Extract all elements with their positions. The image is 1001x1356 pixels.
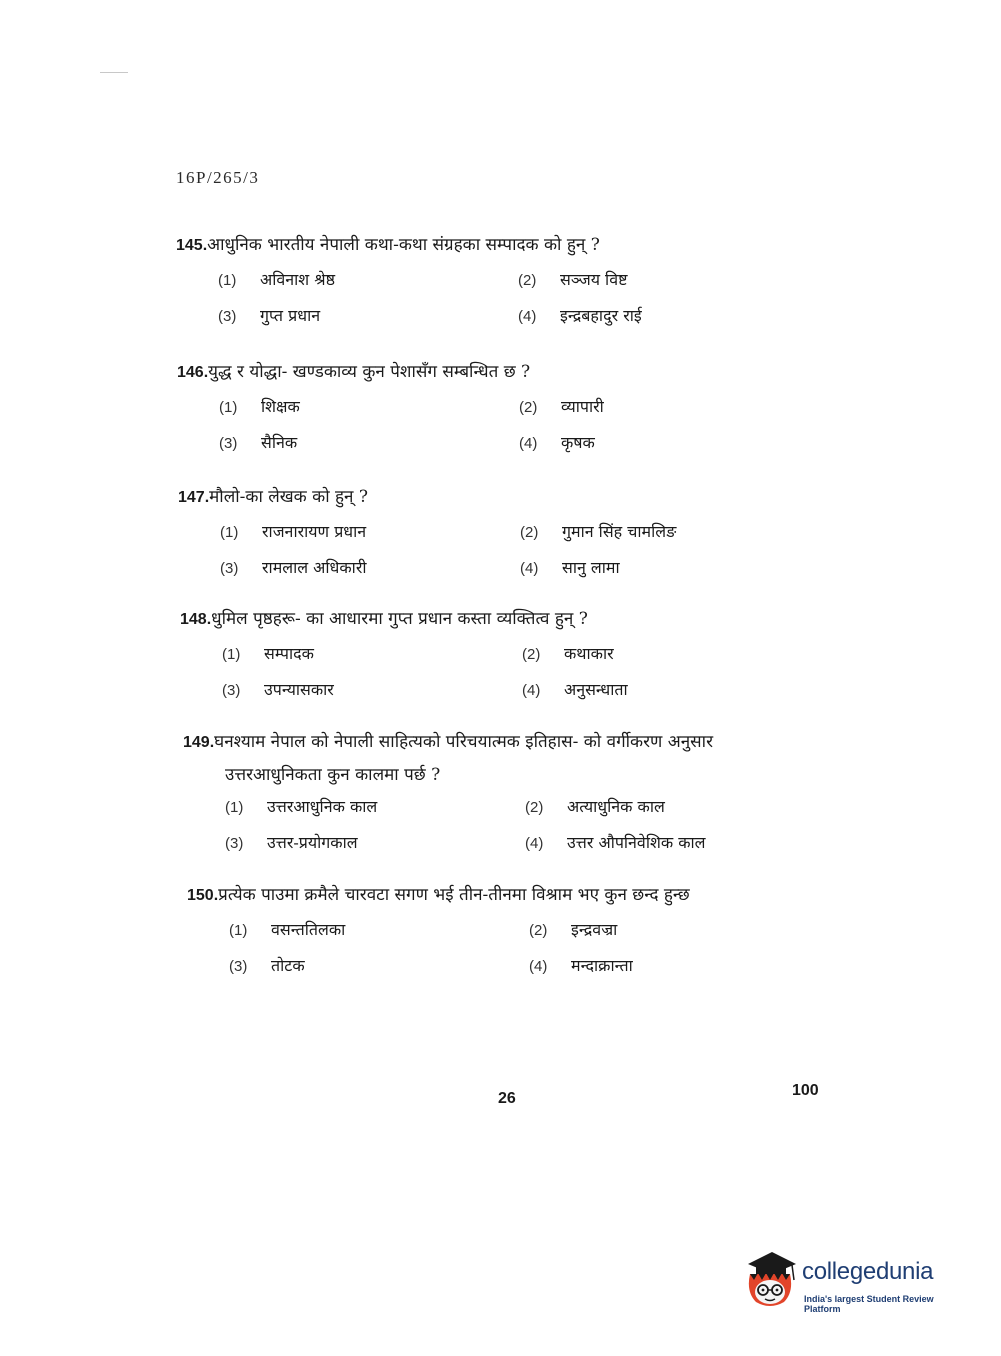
options <box>220 515 838 585</box>
option-3[interactable]: (3) रामलाल अधिकारी <box>220 558 367 577</box>
option-2[interactable]: (2) अत्याधुनिक काल <box>525 797 665 816</box>
question-146 <box>177 355 837 460</box>
question-number: 146. <box>177 364 209 381</box>
question-number: 147. <box>178 489 210 506</box>
question-text: आधुनिक भारतीय नेपाली कथा-कथा संग्रहका सम्पादक को हुन् ? <box>207 235 600 255</box>
option-1[interactable]: (1) शिक्षक <box>219 397 300 416</box>
option-2[interactable]: (2) व्यापारी <box>519 397 604 416</box>
question-148 <box>180 602 840 707</box>
question-number: 149. <box>183 734 215 751</box>
options <box>222 637 840 707</box>
page-number: 26 <box>498 1090 516 1107</box>
option-1[interactable]: (1) वसन्ततिलका <box>229 920 346 939</box>
question-text: प्रत्येक पाउमा क्रमैले चारवटा सगण भई तीन-तीनमा विश्राम भए कुन छन्द हुन्छ <box>218 885 690 905</box>
collegedunia-watermark[interactable] <box>742 1248 972 1318</box>
paper-code: 16P/265/3 <box>176 168 260 187</box>
brand-name: collegedunia <box>802 1258 934 1285</box>
option-2[interactable]: (2) इन्द्रवज्रा <box>529 920 618 939</box>
option-2[interactable]: (2) सञ्जय विष्ट <box>518 270 628 289</box>
option-1[interactable]: (1) राजनारायण प्रधान <box>220 522 367 541</box>
option-4[interactable]: (4) कृषक <box>519 433 595 452</box>
question-text: युद्ध र योद्धा- खण्डकाव्य कुन पेशासँग सम्बन्धित छ ? <box>208 362 531 382</box>
option-1[interactable]: (1) सम्पादक <box>222 644 314 663</box>
question-number: 145. <box>176 237 208 254</box>
option-3[interactable]: (3) तोटक <box>229 956 305 975</box>
question-147 <box>178 480 838 585</box>
option-2[interactable]: (2) गुमान सिंह चामलिङ <box>520 522 677 541</box>
options <box>225 790 843 860</box>
brand-tagline: India's largest Student Review Platform <box>804 1294 934 1314</box>
option-3[interactable]: (3) गुप्त प्रधान <box>218 306 321 325</box>
question-text: मौलो-का लेखक को हुन् ? <box>209 487 368 507</box>
page-total: 100 <box>792 1082 819 1099</box>
options <box>229 913 847 983</box>
option-4[interactable]: (4) सानु लामा <box>520 558 620 577</box>
option-4[interactable]: (4) अनुसन्धाता <box>522 680 628 699</box>
option-3[interactable]: (3) उपन्यासकार <box>222 680 334 699</box>
option-3[interactable]: (3) सैनिक <box>219 433 298 452</box>
question-text: धुमिल पृष्ठहरू- का आधारमा गुप्त प्रधान कस्ता व्यक्तित्व हुन् ? <box>211 609 588 629</box>
question-number: 148. <box>180 611 212 628</box>
option-4[interactable]: (4) इन्द्रबहादुर राई <box>518 306 642 325</box>
options <box>218 263 836 333</box>
option-2[interactable]: (2) कथाकार <box>522 644 614 663</box>
question-text: घनश्याम नेपाल को नेपाली साहित्यको परिचयात्मक इतिहास- को वर्गीकरण अनुसार <box>214 732 714 752</box>
question-150 <box>187 878 847 983</box>
option-1[interactable]: (1) अविनाश श्रेष्ठ <box>218 270 336 289</box>
option-1[interactable]: (1) उत्तरआधुनिक काल <box>225 797 378 816</box>
options <box>219 390 837 460</box>
option-4[interactable]: (4) मन्दाक्रान्ता <box>529 956 633 975</box>
question-149 <box>183 725 843 860</box>
option-3[interactable]: (3) उत्तर-प्रयोगकाल <box>225 833 358 852</box>
question-number: 150. <box>187 887 219 904</box>
question-text-continued: उत्तरआधुनिकता कुन कालमा पर्छ ? <box>225 765 441 785</box>
mascot-logo-icon <box>742 1248 798 1310</box>
option-4[interactable]: (4) उत्तर औपनिवेशिक काल <box>525 833 706 852</box>
scan-mark <box>100 72 128 73</box>
question-145 <box>176 228 836 333</box>
